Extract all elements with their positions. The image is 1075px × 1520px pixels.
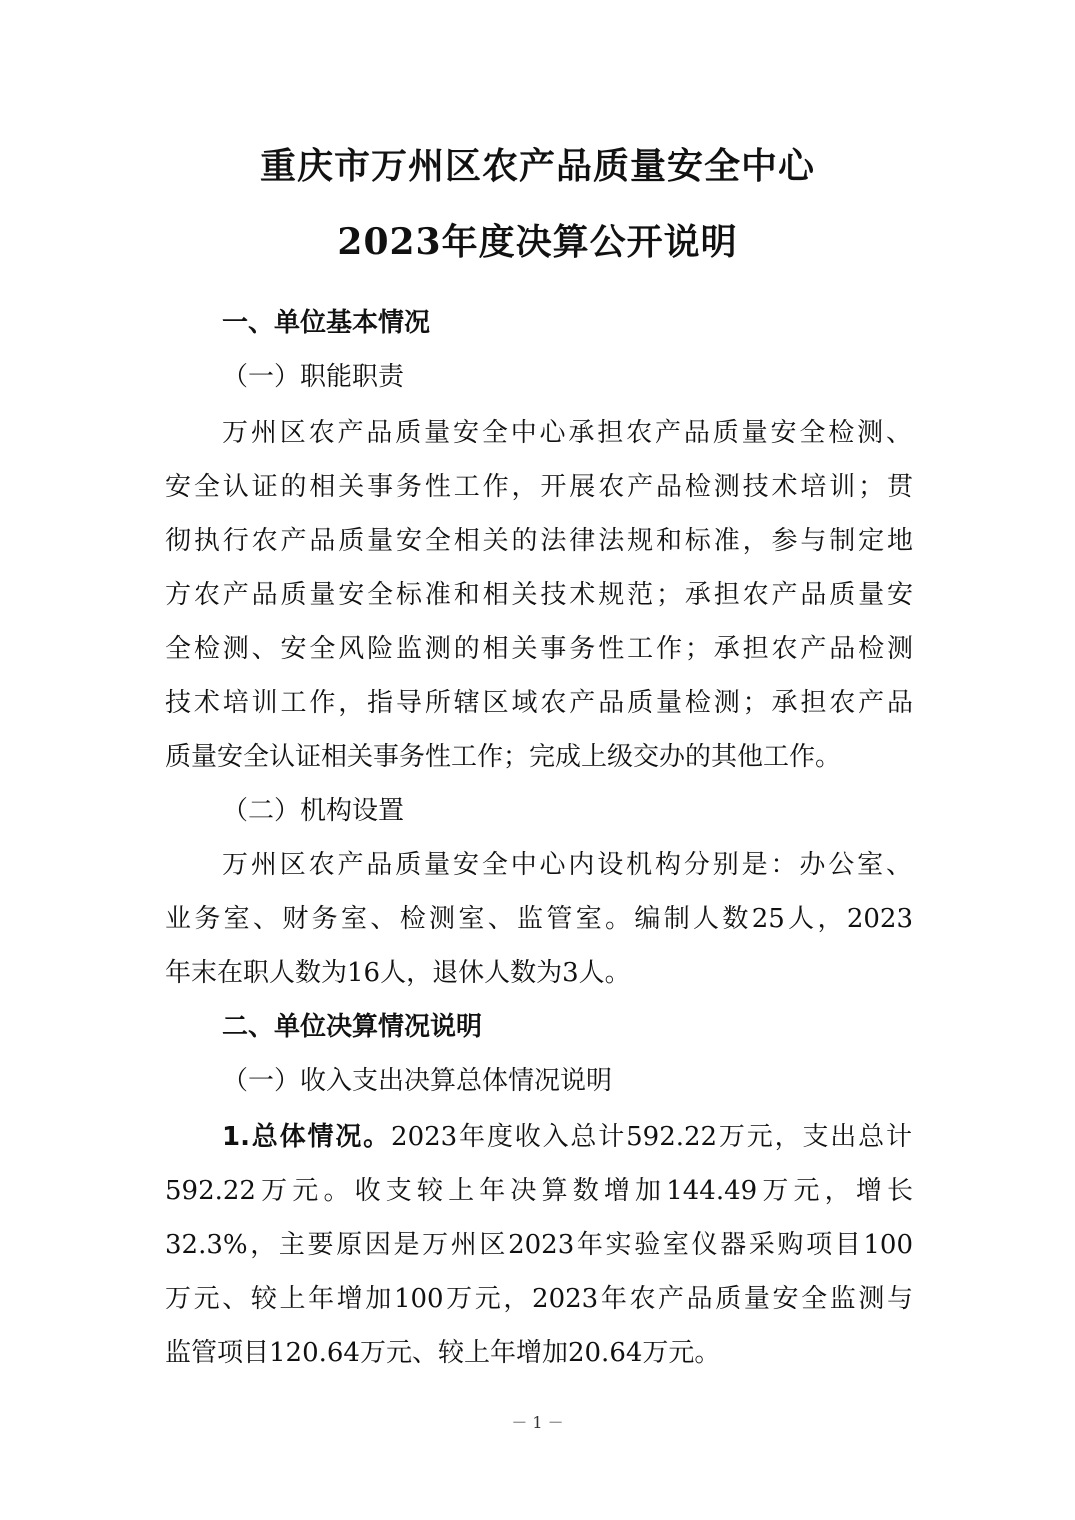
paragraph-line: 年末在职人数为16人，退休人数为3人。 <box>165 958 631 988</box>
paragraph-line: 监管项目120.64万元、较上年增加20.64万元。 <box>165 1338 721 1368</box>
paragraph-line: 业务室、财务室、检测室、监管室。编制人数25人，2023 <box>165 904 913 934</box>
paragraph-line: 万元、较上年增加100万元，2023年农产品质量安全监测与 <box>165 1284 913 1314</box>
section-heading-final-accounts: 二、单位决算情况说明 <box>222 1012 483 1042</box>
paragraph-line <box>222 1116 912 1153</box>
paragraph-line: 全检测、安全风险监测的相关事务性工作；承担农产品检测 <box>165 634 913 664</box>
document-title-line-1: 重庆市万州区农产品质量安全中心 <box>259 145 815 187</box>
paragraph-line: 安全认证的相关事务性工作，开展农产品检测技术培训；贯 <box>165 472 913 502</box>
paragraph-line: 592.22万元。收支较上年决算数增加144.49万元，增长 <box>165 1176 913 1206</box>
section-heading-basic-info: 一、单位基本情况 <box>222 308 431 338</box>
subsection-heading-organization: （二）机构设置 <box>222 796 405 826</box>
paragraph-line: 万州区农产品质量安全中心承担农产品质量安全检测、 <box>222 418 912 448</box>
page-number: － 1 － <box>511 1413 564 1432</box>
paragraph-line: 32.3%，主要原因是万州区2023年实验室仪器采购项目100 <box>165 1230 913 1260</box>
paragraph-text: 2023年度收入总计592.22万元，支出总计 <box>391 1122 912 1152</box>
paragraph-lead: 1.总体情况。 <box>222 1122 392 1152</box>
paragraph-line: 质量安全认证相关事务性工作；完成上级交办的其他工作。 <box>165 742 842 772</box>
paragraph-line: 彻执行农产品质量安全相关的法律法规和标准，参与制定地 <box>165 526 913 556</box>
subsection-heading-income-expense: （一）收入支出决算总体情况说明 <box>222 1066 613 1096</box>
paragraph-line: 方农产品质量安全标准和相关技术规范；承担农产品质量安 <box>165 580 913 610</box>
paragraph-line: 万州区农产品质量安全中心内设机构分别是：办公室、 <box>222 850 912 880</box>
document-title-line-2: 2023年度决算公开说明 <box>337 221 738 263</box>
subsection-heading-duties: （一）职能职责 <box>222 362 405 392</box>
paragraph-line: 技术培训工作，指导所辖区域农产品质量检测；承担农产品 <box>165 688 913 718</box>
